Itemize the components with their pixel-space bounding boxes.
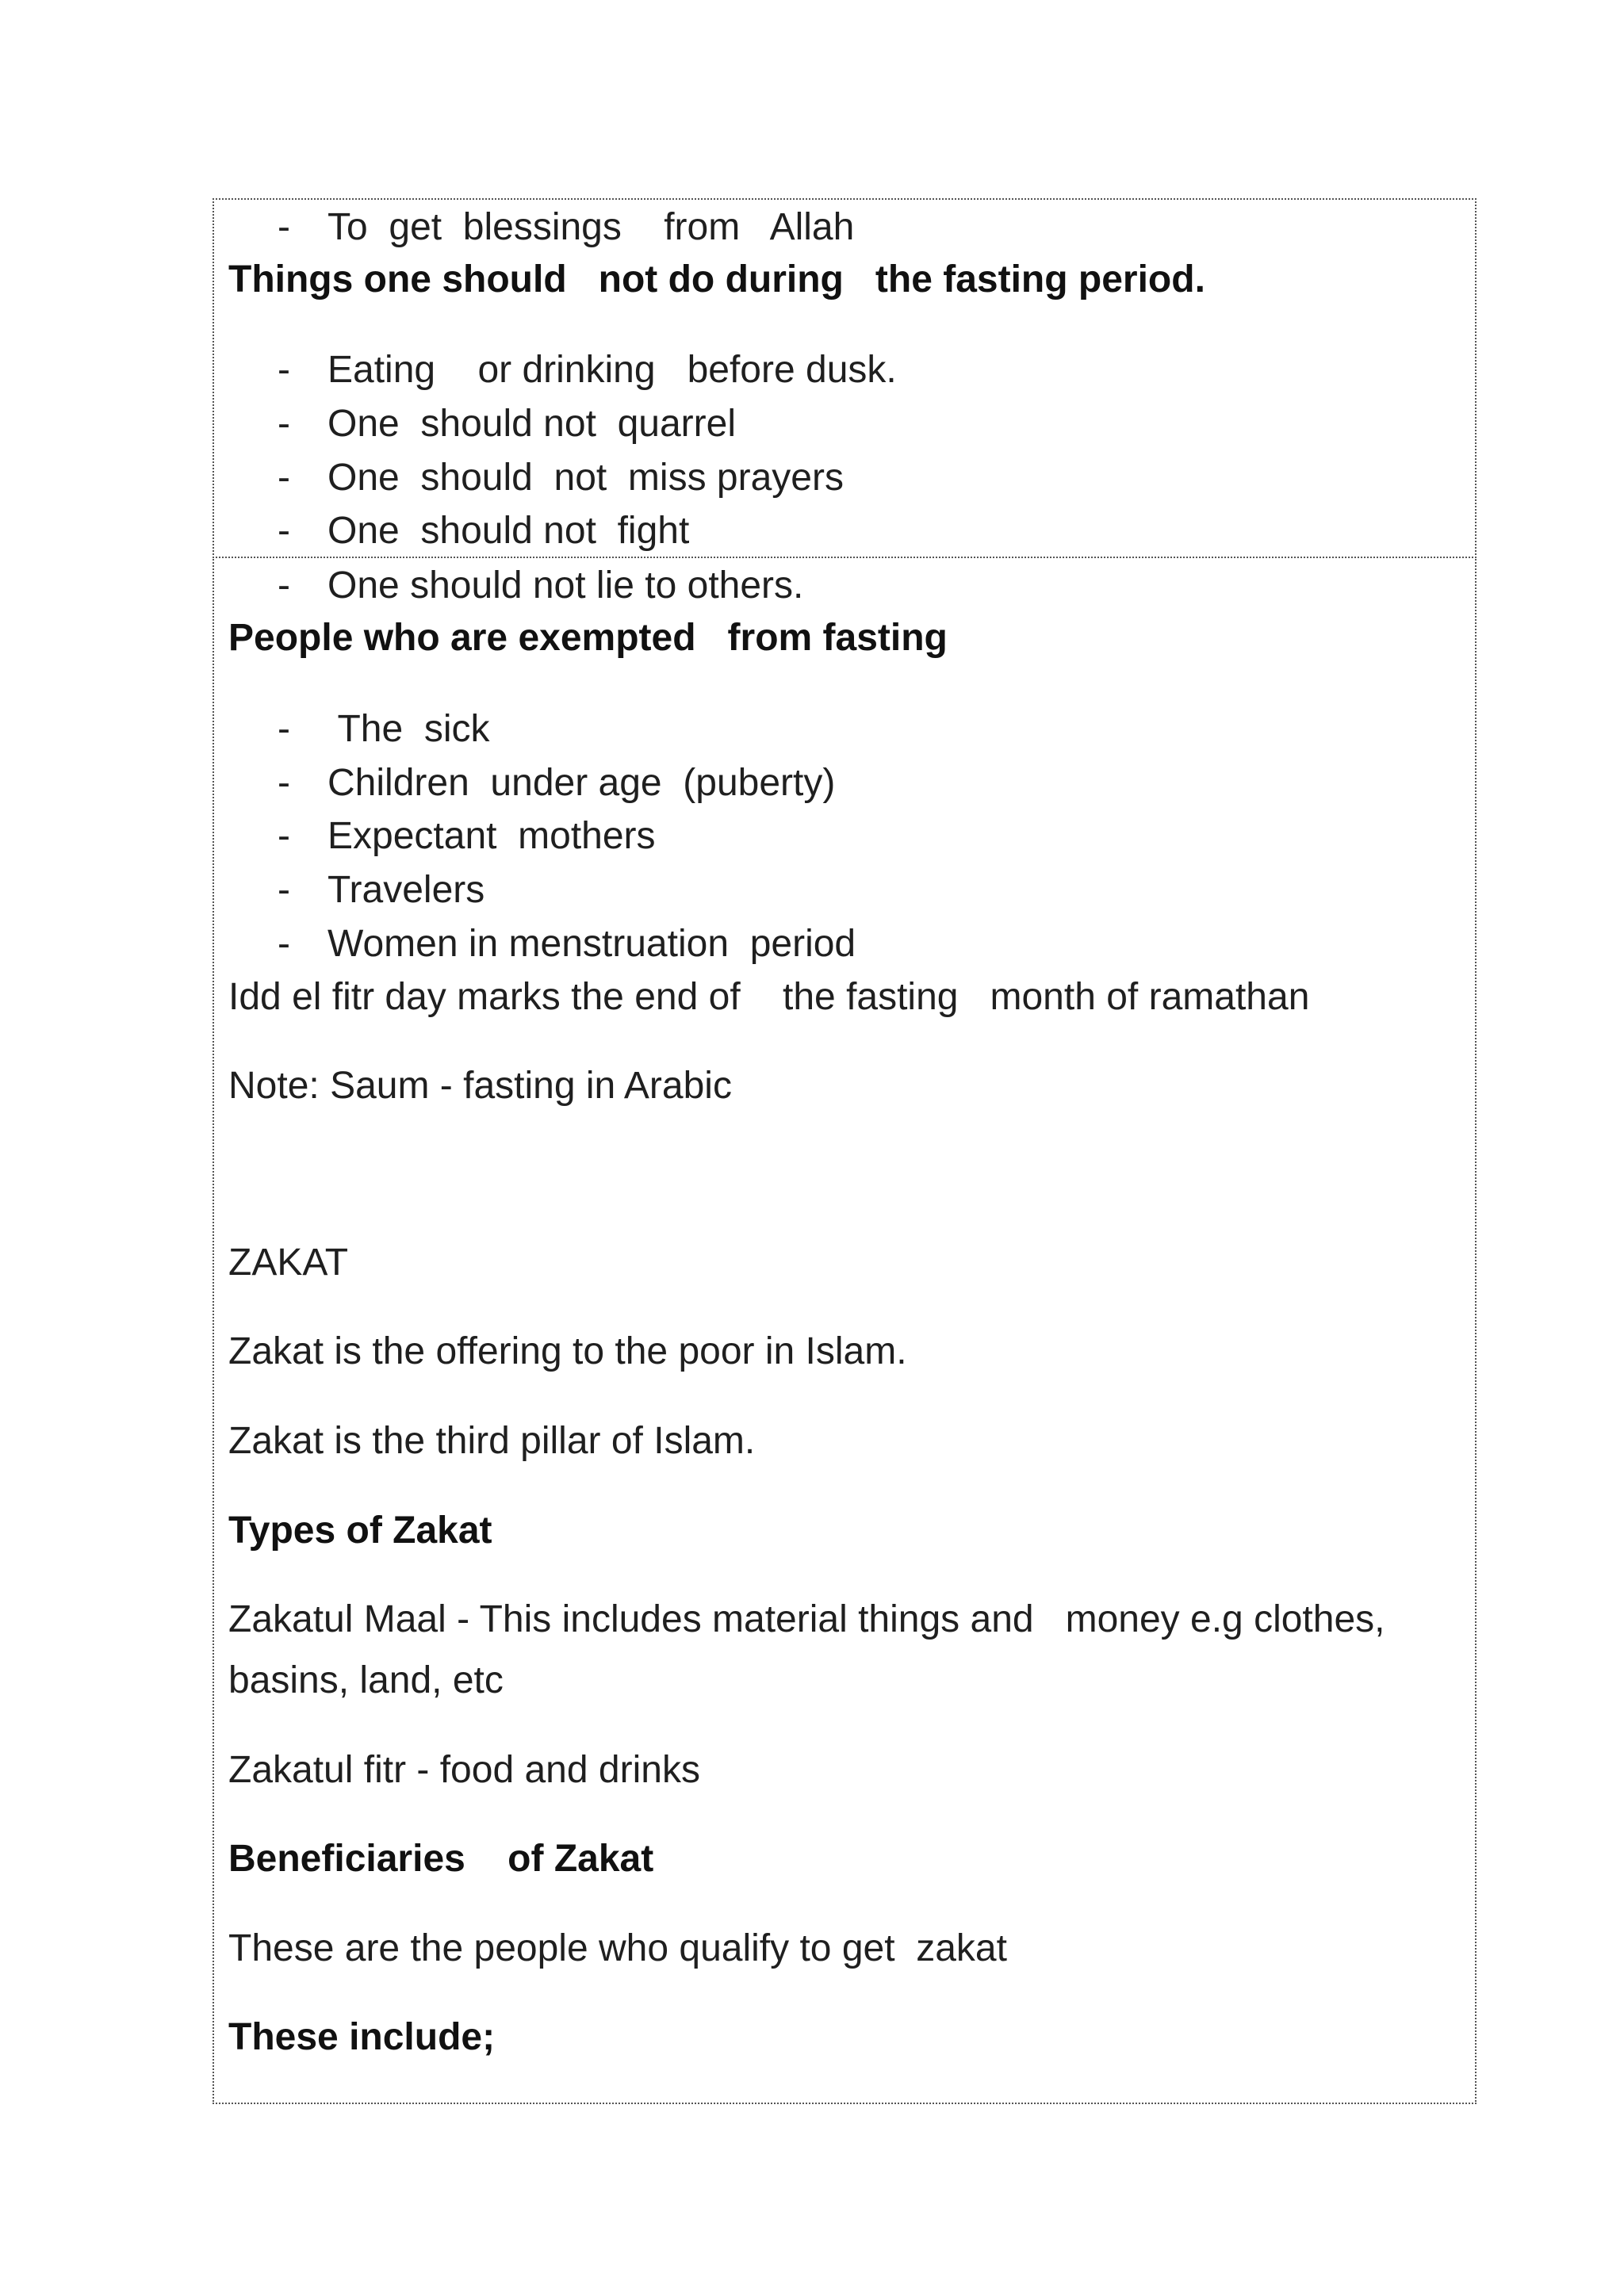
section-heading: These include;: [228, 2016, 496, 2058]
zakat-pillar-text: Zakat is the third pillar of Islam.: [228, 1420, 756, 1462]
bullet-dash: -: [278, 457, 290, 499]
idd-el-fitr-text: Idd el fitr day marks the end of the fasting month of ramathan: [228, 976, 1310, 1018]
bullet-dash: -: [278, 403, 290, 445]
section-heading: Types of Zakat: [228, 1510, 492, 1552]
list-item: One should not fight: [327, 510, 690, 552]
bullet-dash: -: [278, 869, 290, 911]
list-item: The sick: [327, 708, 490, 750]
list-item: Expectant mothers: [327, 815, 656, 857]
section-heading: People who are exempted from fasting: [228, 617, 948, 659]
list-item: Travelers: [327, 869, 485, 911]
zakatul-maal-text: Zakatul Maal - This includes material things and money e.g clothes,: [228, 1598, 1385, 1640]
list-item: One should not miss prayers: [327, 457, 844, 499]
section-heading: Things one should not do during the fasting period.: [228, 258, 1205, 300]
zakatul-maal-text-cont: basins, land, etc: [228, 1659, 504, 1701]
list-item: One should not lie to others.: [327, 564, 804, 607]
beneficiaries-definition: These are the people who qualify to get zakat: [228, 1927, 1007, 1969]
section-heading: Beneficiaries of Zakat: [228, 1838, 654, 1880]
list-item: Eating or drinking before dusk.: [327, 349, 897, 391]
zakat-definition: Zakat is the offering to the poor in Islam.: [228, 1330, 907, 1372]
bullet-dash: -: [278, 564, 290, 607]
bullet-dash: -: [278, 349, 290, 391]
list-item: To get blessings from Allah: [327, 206, 855, 248]
zakatul-fitr-text: Zakatul fitr - food and drinks: [228, 1749, 700, 1791]
bullet-dash: -: [278, 815, 290, 857]
list-item: One should not quarrel: [327, 403, 736, 445]
bullet-dash: -: [278, 708, 290, 750]
bullet-dash: -: [278, 923, 290, 965]
bullet-dash: -: [278, 206, 290, 248]
note-text: Note: Saum - fasting in Arabic: [228, 1065, 732, 1107]
list-item: Women in menstruation period: [327, 923, 856, 965]
zakat-title: ZAKAT: [228, 1242, 349, 1284]
list-item: Children under age (puberty): [327, 762, 836, 804]
bullet-dash: -: [278, 762, 290, 804]
bullet-dash: -: [278, 510, 290, 552]
